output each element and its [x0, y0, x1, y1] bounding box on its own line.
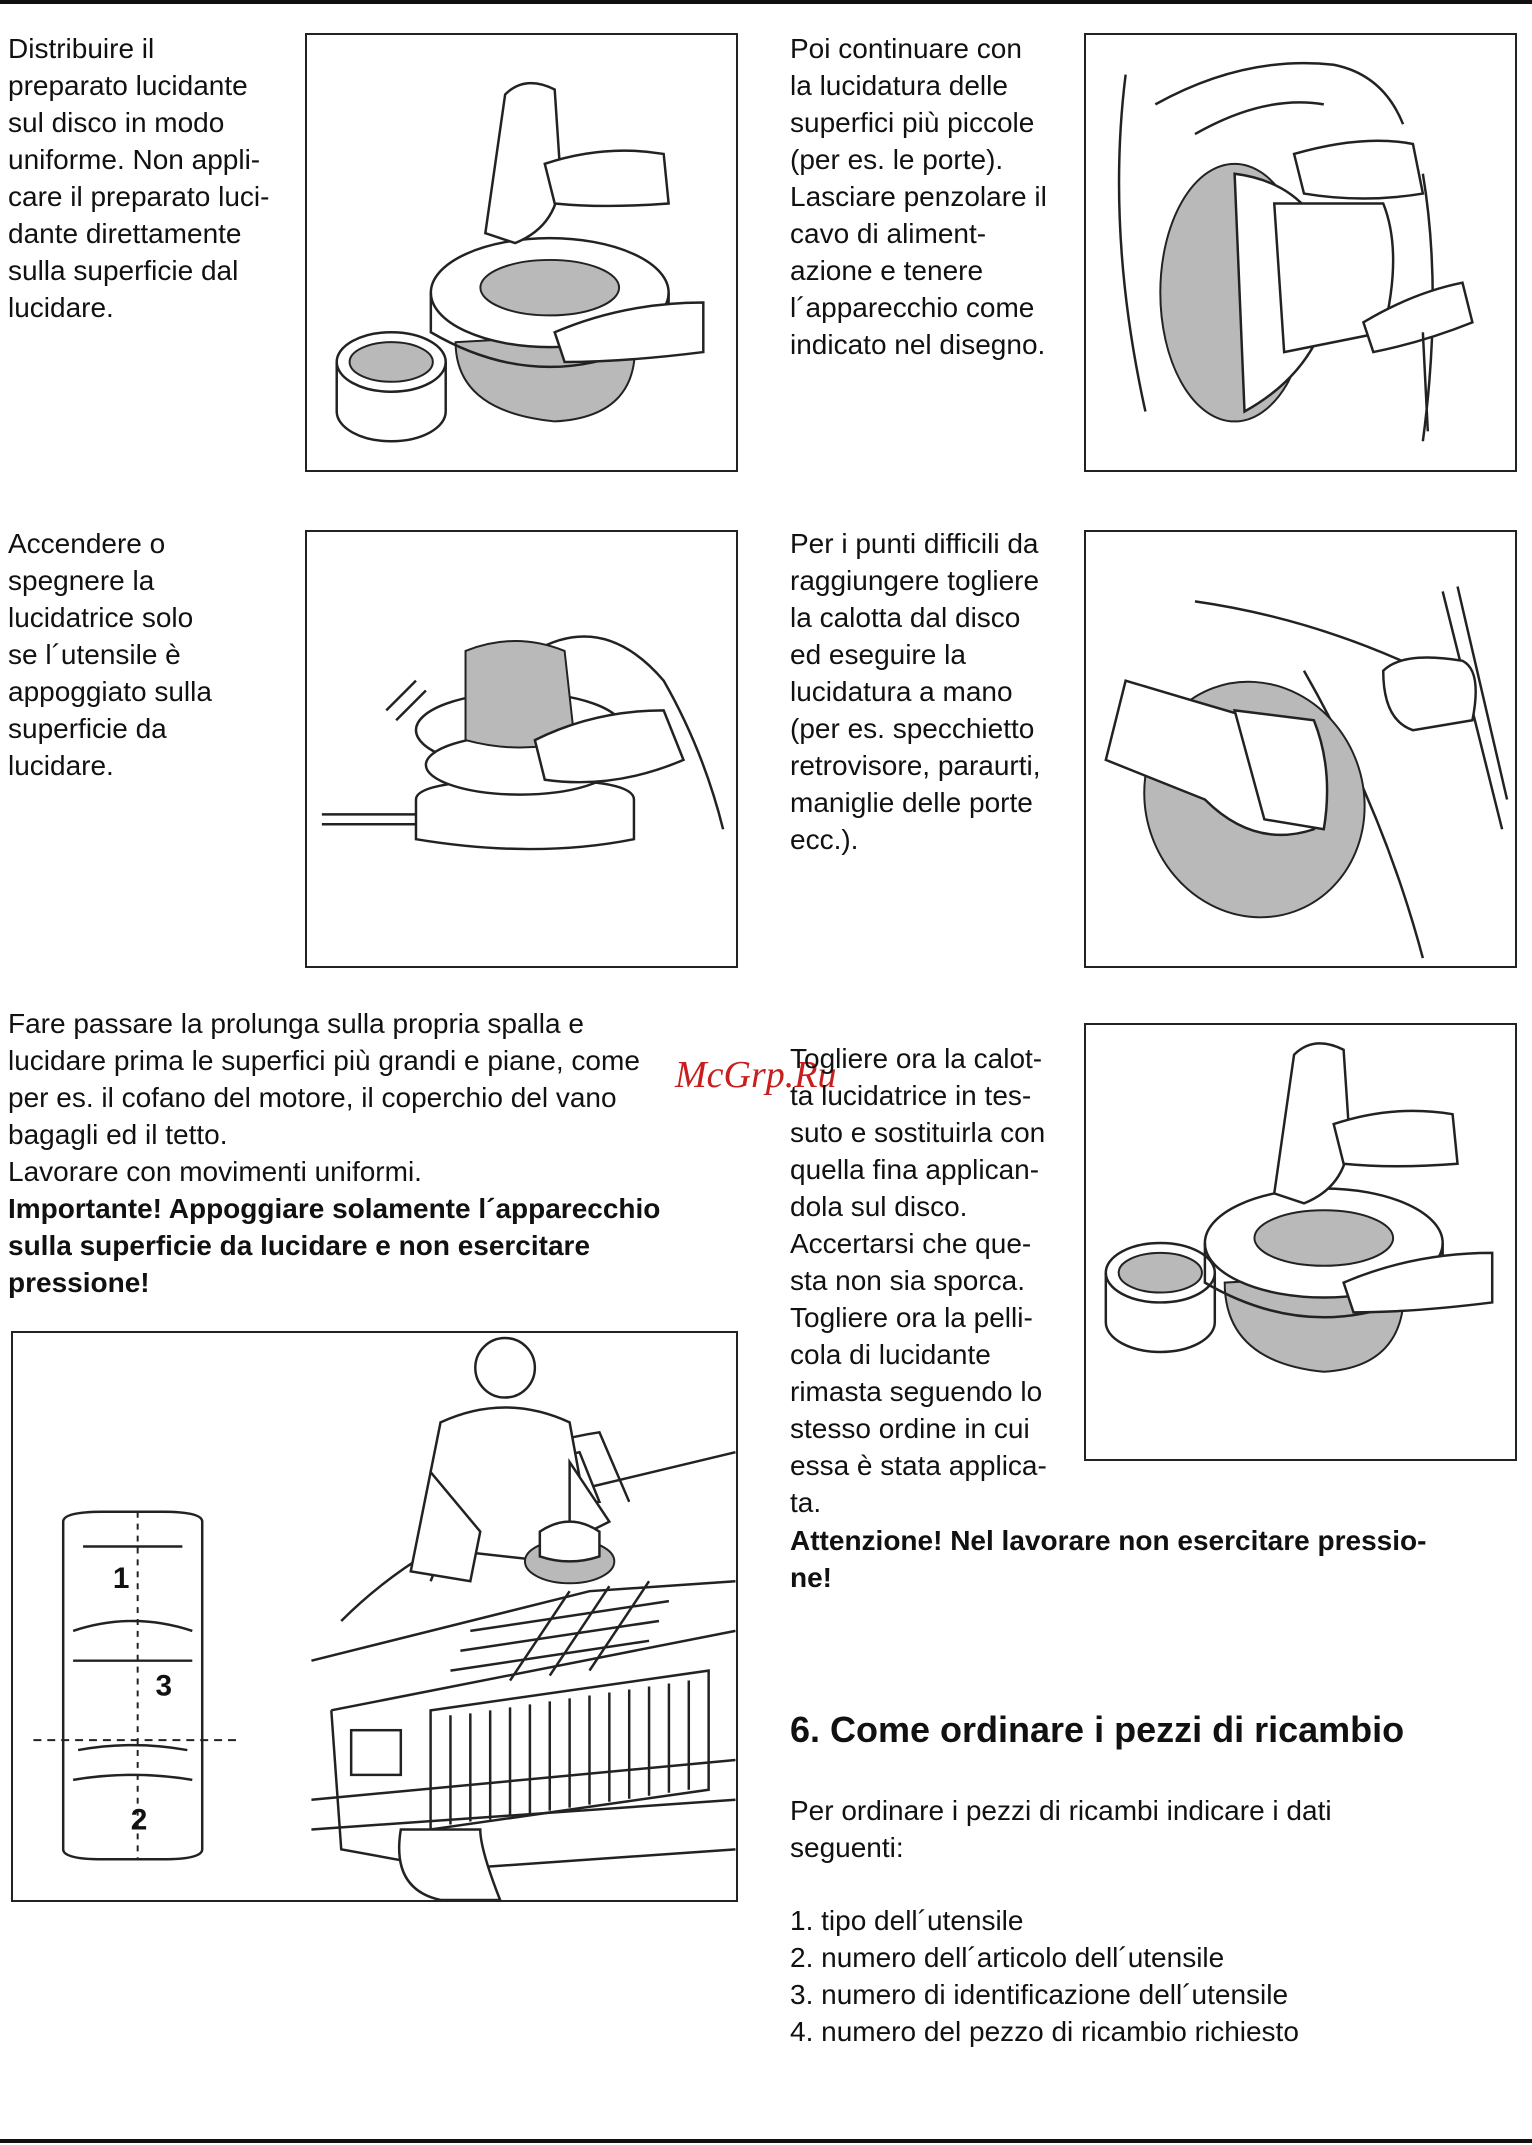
illustration-switch-on	[305, 530, 738, 968]
instruction-replace-cap: Togliere ora la calot- ta lucidatrice in tes- suto e sostituirla con quella fina applican- dola sul disco. Accertarsi che que- sta non sia sporca. Togliere ora la pelli- cola di lucidante rimasta seguendo lo stesso ordine in cui essa è stata applica- ta.	[790, 1043, 1047, 1518]
top-rule	[0, 0, 1532, 4]
illustration-car-polishing	[11, 1331, 738, 1902]
illustration-fine-cap	[1084, 1023, 1517, 1461]
car-zone-2: 2	[130, 1803, 148, 1837]
section-heading-spare-parts: 6. Come ordinare i pezzi di ricambio	[790, 1709, 1405, 1750]
watermark: McGrp.Ru	[675, 1054, 837, 1096]
instruction-apply-polish: Distribuire il preparato lucidante sul disco in modo uniforme. Non appli- care il preparato luci- dante direttamente sulla superficie dal lucidare.	[8, 33, 270, 323]
car-zone-1: 1	[112, 1562, 130, 1596]
illustration-hand-polish	[1084, 530, 1517, 968]
warning-no-pressure-2: Attenzione! Nel lavorare non esercitare pressio- ne!	[790, 1525, 1427, 1593]
instruction-small-surfaces: Poi continuare con la lucidatura delle superfici più piccole (per es. le porte). Lasciare penzolare il cavo di aliment- azione e tenere l´apparecchio come indicato nel disegno.	[790, 33, 1047, 360]
list-item: 2. numero dell´articolo dell´utensile	[790, 1942, 1225, 1973]
instruction-hard-to-reach: Per i punti difficili da raggiungere togliere la calotta dal disco ed eseguire la lucidatura a mano (per es. specchietto retrovisore, paraurti, maniglie delle porte ecc.).	[790, 528, 1041, 855]
illustration-polish-door	[1084, 33, 1517, 472]
list-item: 1. tipo dell´utensile	[790, 1905, 1024, 1936]
instruction-large-surfaces: Fare passare la prolunga sulla propria spalla e lucidare prima le superfici più grandi e piane, come per es. il cofano del motore, il coperchio del vano bagagli ed il tetto. Lavorare con movimenti uniformi.	[8, 1008, 640, 1187]
warning-no-pressure: Importante! Appoggiare solamente l´apparecchio sulla superficie da lucidare e non esercitare pressione!	[8, 1193, 661, 1298]
spare-parts-list	[790, 1902, 1520, 2050]
car-zone-3: 3	[155, 1669, 173, 1703]
illustration-apply-polish	[305, 33, 738, 472]
list-item: 3. numero di identificazione dell´utensile	[790, 1979, 1289, 2010]
spare-parts-intro: Per ordinare i pezzi di ricambi indicare i dati seguenti:	[790, 1795, 1332, 1863]
instruction-switch-on-off: Accendere o spegnere la lucidatrice solo se l´utensile è appoggiato sulla superficie da lucidare.	[8, 528, 212, 781]
list-item: 4. numero del pezzo di ricambio richiesto	[790, 2016, 1299, 2047]
bottom-rule	[0, 2139, 1532, 2143]
